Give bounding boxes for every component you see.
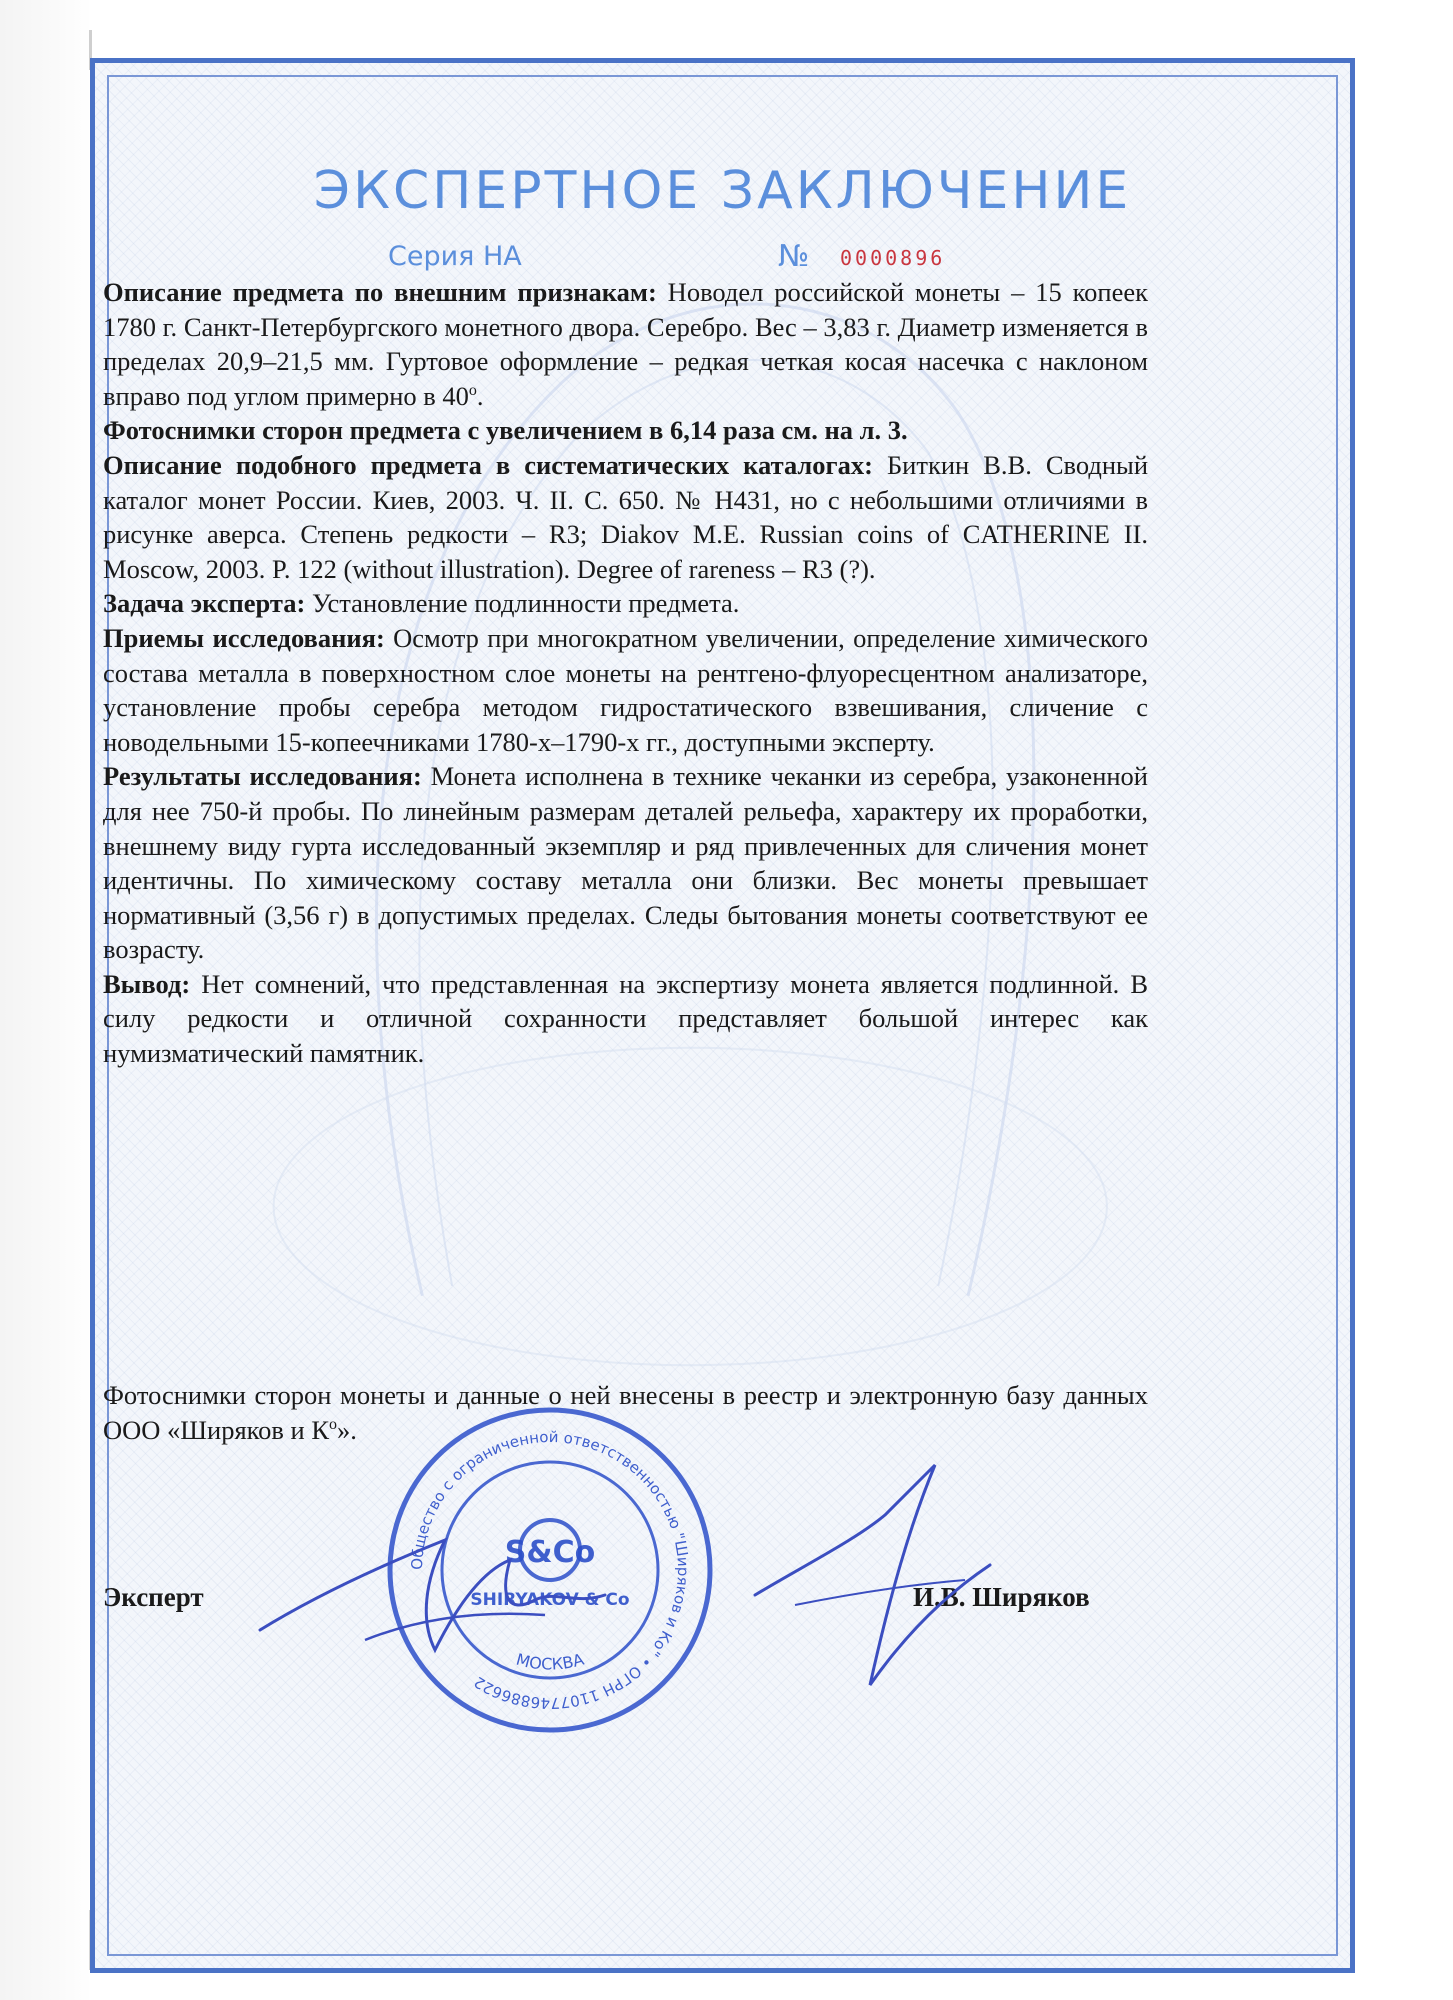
number-sign: № [778,239,810,274]
registry-note-superscript: о [329,1415,338,1433]
conclusion-label: Вывод: [103,968,191,999]
catalogs-text: Биткин В.В. Сводный каталог монет России. Киев, 2003. Ч. II. С. 650. № Н431, но с небольшими отличиями в рисунке аверса. Степень редкости – R3; Diakov M.E. Russian coins of CATHERINE II. Moscow, 2003. P. 122 (without illustration). Degree of rareness – R3 (?). [103,449,1148,584]
seal-city-text: МОСКВА [514,1649,586,1674]
catalogs-paragraph [103,448,1148,586]
conclusion-text: Нет сомнений, что представленная на экспертизу монета является подлинной. В силу редкости и отличной сохранности представляет большой интерес как нумизматический памятник. [103,968,1148,1069]
registry-note-text: Фотоснимки сторон монеты и данные о ней внесены в реестр и электронную базу данных ООО «Ширяков и К [103,1380,1148,1445]
description-text: Новодел российской монеты – 15 копеек 1780 г. Санкт-Петербургского монетного двора. Серебро. Вес – 3,83 г. Диаметр изменяется в пределах 20,9–21,5 мм. Гуртовое оформление – редкая четкая косая насечка с наклоном вправо под углом примерно в 40 [103,277,1148,411]
seal-logo: S&Co [504,1535,596,1570]
task-label: Задача эксперта: [103,588,306,619]
results-text: Монета исполнена в технике чеканки из серебра, узаконенной для нее 750-й пробы. По линейным размерам деталей рельефа, характеру их проработки, внешнему виду гурта исследованный экземпляр и ряд привлеченных для сличения монет идентичны. По химическому составу металла они близки. Вес монеты превышает нормативный (3,56 г) в допустимых пределах. Следы бытования монеты соответствуют ее возрасту. [103,761,1148,965]
results-paragraph [103,759,1148,967]
photos-paragraph [103,413,1148,448]
certificate-number: 0000896 [840,246,946,270]
task-paragraph [103,586,1148,621]
description-end: . [476,380,484,411]
conclusion-paragraph [103,967,1148,1071]
director-signature [735,1445,1015,1705]
scan-page-edge [0,0,92,2000]
registry-note-end: ». [337,1414,357,1445]
series-label: Серия НА [388,241,522,272]
task-text: Установление подлинности предмета. [305,588,740,619]
degree-sign: о [468,381,477,399]
methods-label: Приемы исследования: [103,622,385,653]
catalogs-label: Описание подобного предмета в систематических каталогах: [103,449,873,480]
description-paragraph [103,275,1148,413]
methods-paragraph [103,621,1148,759]
expert-name: И.В. Ширяков [913,1582,1090,1612]
results-label: Результаты исследования: [103,761,422,792]
document-title: ЭКСПЕРТНОЕ ЗАКЛЮЧЕНИЕ [313,161,1132,221]
expert-label: Эксперт [103,1582,204,1612]
photos-text: Фотоснимки сторон предмета с увеличением в 6,14 раза см. на л. 3. [103,415,908,446]
seal-ring-text: Общество с ограниченной ответственностью "Ширяков и Ко" • ОГРН 1107746886622 [407,1427,693,1713]
expert-signature [245,1520,625,1670]
description-label: Описание предмета по внешним признакам: [103,277,657,307]
methods-text: Осмотр при многократном увеличении, определение химического состава металла в поверхностном слое монеты на рентгено-флуоресцентном анализаторе, установление пробы серебра методом гидростатического взвешивания, сличение с новодельными 15-копеечниками 1780-х–1790-х гг., доступными эксперту. [103,622,1149,757]
expert-opinion-body [103,275,1148,1071]
seal-company-name: SHIRYAKOV & Co [470,1590,630,1610]
